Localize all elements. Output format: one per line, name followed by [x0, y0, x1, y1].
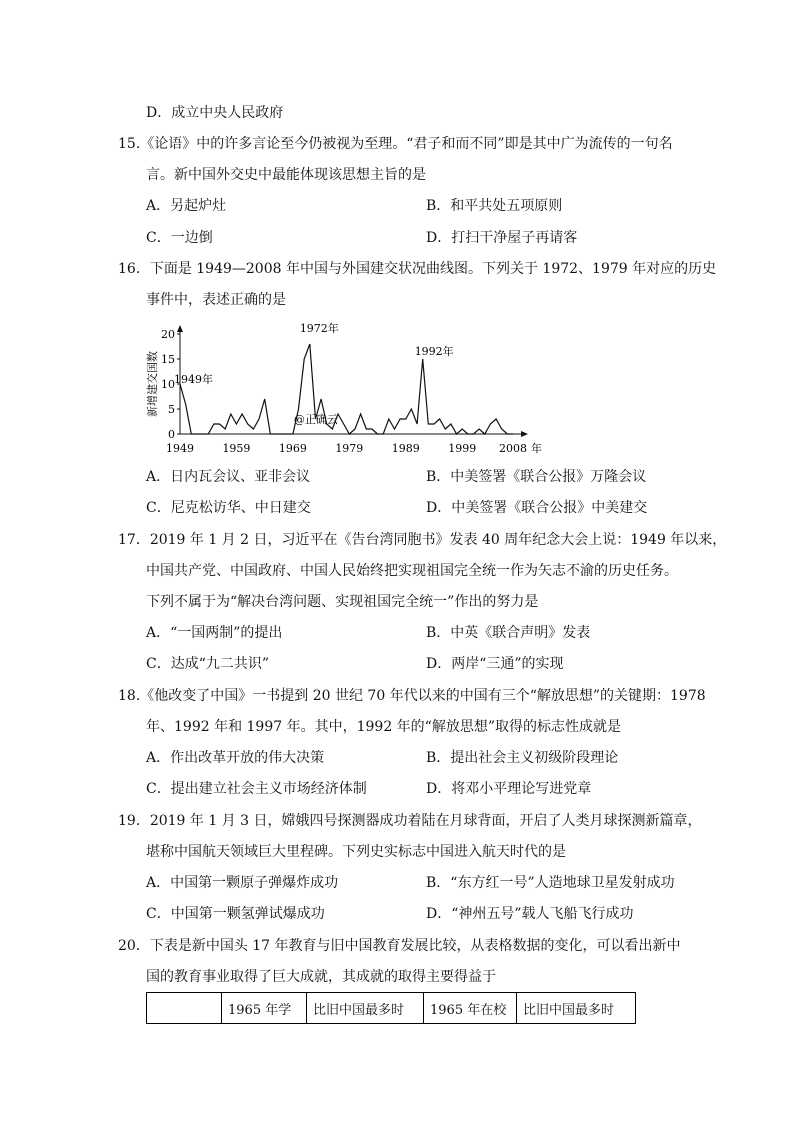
q15-option-c: C．一边倒 — [146, 230, 213, 246]
x-tick-label: 2008 — [499, 442, 527, 455]
q20-stem-line1: 20．下表是新中国头 17 年教育与旧中国教育发展比较，从表格数据的变化，可以看出新中 — [118, 938, 681, 954]
chart-annotations — [174, 321, 454, 386]
annotation-label: 1992年 — [414, 345, 454, 358]
q19-option-c: C．中国第一颗氢弹试爆成功 — [146, 906, 325, 922]
q17-option-a: A．“一国两制”的提出 — [146, 625, 283, 641]
q15-option-b: B．和平共处五项原则 — [426, 198, 563, 214]
x-tick-label: 1969 — [278, 442, 307, 455]
education-comparison-table — [146, 992, 636, 1024]
q19-option-b: B．“东方红一号”人造地球卫星发射成功 — [426, 875, 675, 891]
x-tick-label: 1979 — [335, 442, 364, 455]
q17-option-b: B．中英《联合声明》发表 — [426, 625, 591, 641]
y-tick-label: 10 — [161, 378, 175, 391]
chart-axes — [177, 325, 528, 437]
annotation-label: 1949年 — [174, 373, 213, 386]
y-tick-label: 5 — [168, 403, 175, 416]
y-tick-label: 15 — [161, 353, 175, 366]
table-cell — [147, 993, 222, 1024]
x-tick-label: 1949 — [166, 442, 194, 455]
q17-option-c: C．达成“九二共识” — [146, 656, 270, 672]
q16-option-d: D．中美签署《联合公报》中美建交 — [426, 500, 648, 516]
q17-option-d: D．两岸“三通”的实现 — [426, 656, 564, 672]
chart-ylabel: 新增建交国数 — [146, 351, 159, 417]
y-tick-label: 0 — [168, 428, 175, 441]
table-cell: 比旧中国最多时 — [307, 993, 424, 1024]
q15-option-d: D．打扫干净屋子再请客 — [426, 230, 578, 246]
annotation-label: 1972年 — [299, 322, 339, 335]
q15-stem-line2: 言。新中国外交史中最能体现该思想主旨的是 — [146, 167, 426, 183]
y-tick-label: 20 — [161, 328, 175, 341]
table-cell: 比旧中国最多时 — [517, 993, 636, 1024]
q17-stem-line3: 下列不属于为“解决台湾问题、实现祖国完全统一”作出的努力是 — [146, 594, 539, 610]
chart-watermark: @正确云 — [293, 413, 338, 426]
q17-stem-line1: 17．2019 年 1 月 2 日，习近平在《告台湾同胞书》发表 40 周年纪念大会上说：1949 年以来， — [118, 532, 727, 548]
q16-stem-line2: 事件中，表述正确的是 — [146, 292, 286, 308]
q18-stem-line1: 18.《他改变了中国》一书提到 20 世纪 70 年代以来的中国有三个“解放思想”的关键期：1978 — [118, 688, 706, 704]
diplomacy-line-chart — [140, 318, 560, 460]
chart-ticks — [161, 328, 527, 455]
q18-option-b: B．提出社会主义初级阶段理论 — [426, 750, 619, 766]
x-tick-label: 1959 — [222, 442, 251, 455]
q16-option-a: A．日内瓦会议、亚非会议 — [146, 469, 311, 485]
q19-stem-line1: 19．2019 年 1 月 3 日，嫦娥四号探测器成功着陆在月球背面，开启了人类月球探测新篇章， — [118, 813, 702, 829]
q20-stem-line2: 国的教育事业取得了巨大成就，其成就的取得主要得益于 — [146, 969, 496, 985]
q18-option-a: A．作出改革开放的伟大决策 — [146, 750, 325, 766]
q16-option-b: B．中美签署《联合公报》万隆会议 — [426, 469, 647, 485]
q19-option-d: D．“神州五号”载人飞船飞行成功 — [426, 906, 634, 922]
x-axis-arrow — [521, 431, 528, 437]
x-tick-label: 1989 — [391, 442, 420, 455]
q19-option-a: A．中国第一颗原子弹爆炸成功 — [146, 875, 339, 891]
q18-stem-line2: 年、1992 年和 1997 年。其中，1992 年的“解放思想”取得的标志性成就是 — [146, 719, 622, 735]
q16-option-c: C．尼克松访华、中日建交 — [146, 500, 311, 516]
q14-option-d: D．成立中央人民政府 — [146, 105, 284, 121]
table-cell: 1965 年学 — [222, 993, 307, 1024]
q19-stem-line2: 堪称中国航天领域巨大里程碑。下列史实标志中国进入航天时代的是 — [146, 844, 566, 860]
chart-xlabel: 年 — [531, 442, 542, 455]
q18-option-d: D．将邓小平理论写进党章 — [426, 781, 592, 797]
q15-option-a: A．另起炉灶 — [146, 198, 227, 214]
chart-series-line — [180, 344, 513, 434]
x-tick-label: 1999 — [448, 442, 477, 455]
q18-option-c: C．提出建立社会主义市场经济体制 — [146, 781, 367, 797]
q15-stem-line1: 15.《论语》中的许多言论至今仍被视为至理。“君子和而不同”即是其中广为流传的一句名 — [118, 136, 673, 152]
q17-stem-line2: 中国共产党、中国政府、中国人民始终把实现祖国完全统一作为矢志不渝的历史任务。 — [146, 563, 678, 579]
table-row — [147, 993, 636, 1024]
table-cell: 1965 年在校 — [424, 993, 517, 1024]
y-axis-arrow — [177, 325, 183, 332]
q16-stem-line1: 16．下面是 1949—2008 年中国与外国建交状况曲线图。下列关于 1972、1979 年对应的历史 — [118, 261, 717, 277]
